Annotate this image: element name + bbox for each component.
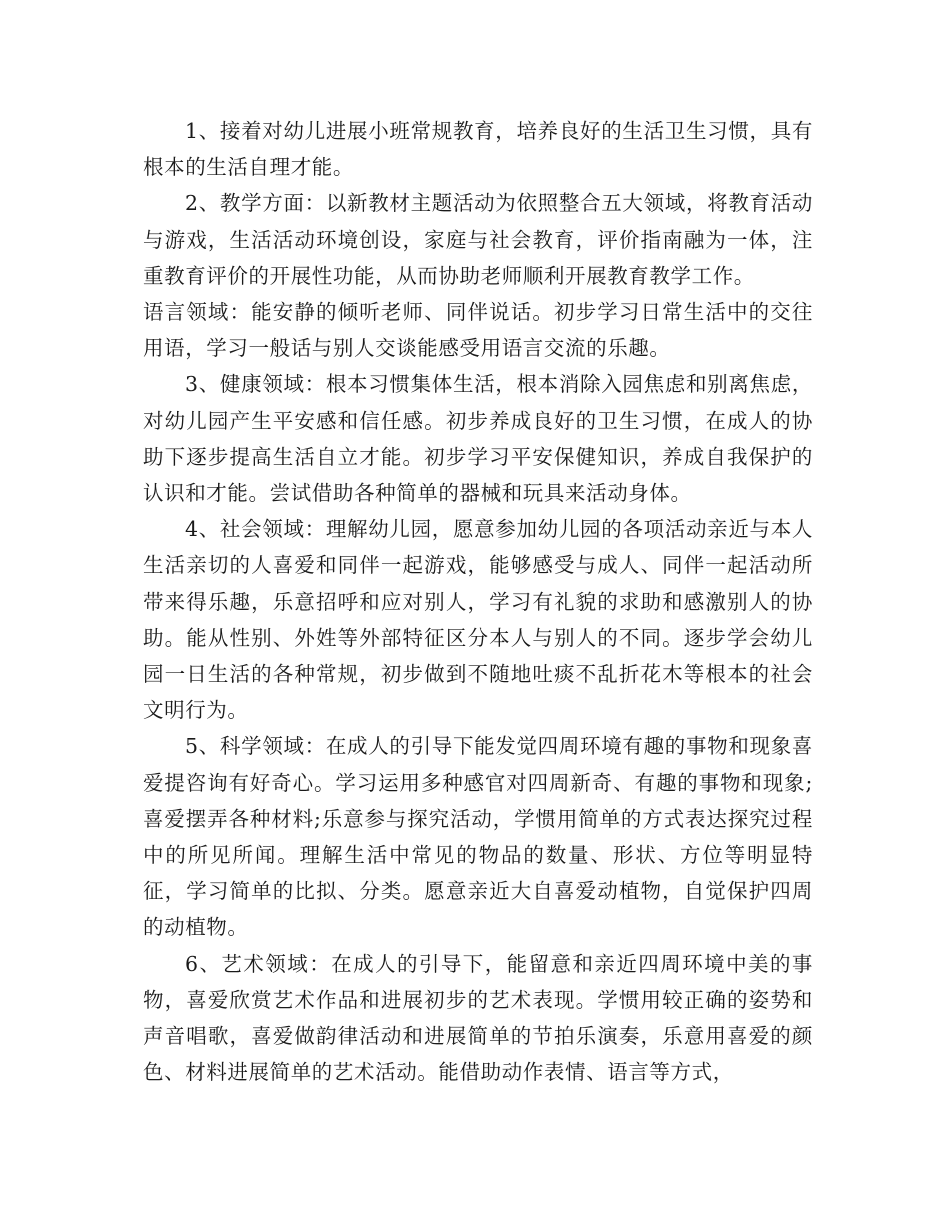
paragraph-art-domain: 6、艺术领域：在成人的引导下，能留意和亲近四周环境中美的事物，喜爱欣赏艺术作品和进展初步的艺术表现。学惯用较正确的姿势和声音唱歌，喜爱做韵律活动和进展简单的节拍乐演奏，乐意用喜爱的颜色、材料进展简单的艺术活动。能借助动作表情、语言等方式， — [143, 951, 813, 1085]
paragraph-language-domain: 语言领域：能安静的倾听老师、同伴说话。初步学习日常生活中的交往用语，学习一般话与别人交谈能感受用语言交流的乐趣。 — [143, 300, 813, 361]
document-body — [143, 113, 813, 1090]
paragraph-teaching: 2、教学方面：以新教材主题活动为依照整合五大领域，将教育活动与游戏，生活活动环境创设，家庭与社会教育，评价指南融为一体，注重教育评价的开展性功能，从而协助老师顺利开展教育教学工作。 — [143, 191, 813, 288]
paragraph-routine-education: 1、接着对幼儿进展小班常规教育，培养良好的生活卫生习惯，具有根本的生活自理才能。 — [143, 119, 813, 180]
paragraph-social-domain: 4、社会领域：理解幼儿园，愿意参加幼儿园的各项活动亲近与本人生活亲切的人喜爱和同伴一起游戏，能够感受与成人、同伴一起活动所带来得乐趣，乐意招呼和应对别人，学习有礼貌的求助和感激别人的协助。能从性别、外姓等外部特征区分本人与别人的不同。逐步学会幼儿园一日生活的各种常规，初步做到不随地吐痰不乱折花木等根本的社会文明行为。 — [143, 517, 813, 723]
paragraph-science-domain: 5、科学领域：在成人的引导下能发觉四周环境有趣的事物和现象喜爱提咨询有好奇心。学习运用多种感官对四周新奇、有趣的事物和现象;喜爱摆弄各种材料;乐意参与探究活动，学惯用简单的方式表达探究过程中的所见所闻。理解生活中常见的物品的数量、形状、方位等明显特征，学习简单的比拟、分类。愿意亲近大自喜爱动植物，自觉保护四周的动植物。 — [143, 734, 813, 940]
paragraph-health-domain: 3、健康领域：根本习惯集体生活，根本消除入园焦虑和别离焦虑，对幼儿园产生平安感和信任感。初步养成良好的卫生习惯，在成人的协助下逐步提高生活自立才能。初步学习平安保健知识，养成自我保护的认识和才能。尝试借助各种简单的器械和玩具来活动身体。 — [143, 372, 813, 506]
